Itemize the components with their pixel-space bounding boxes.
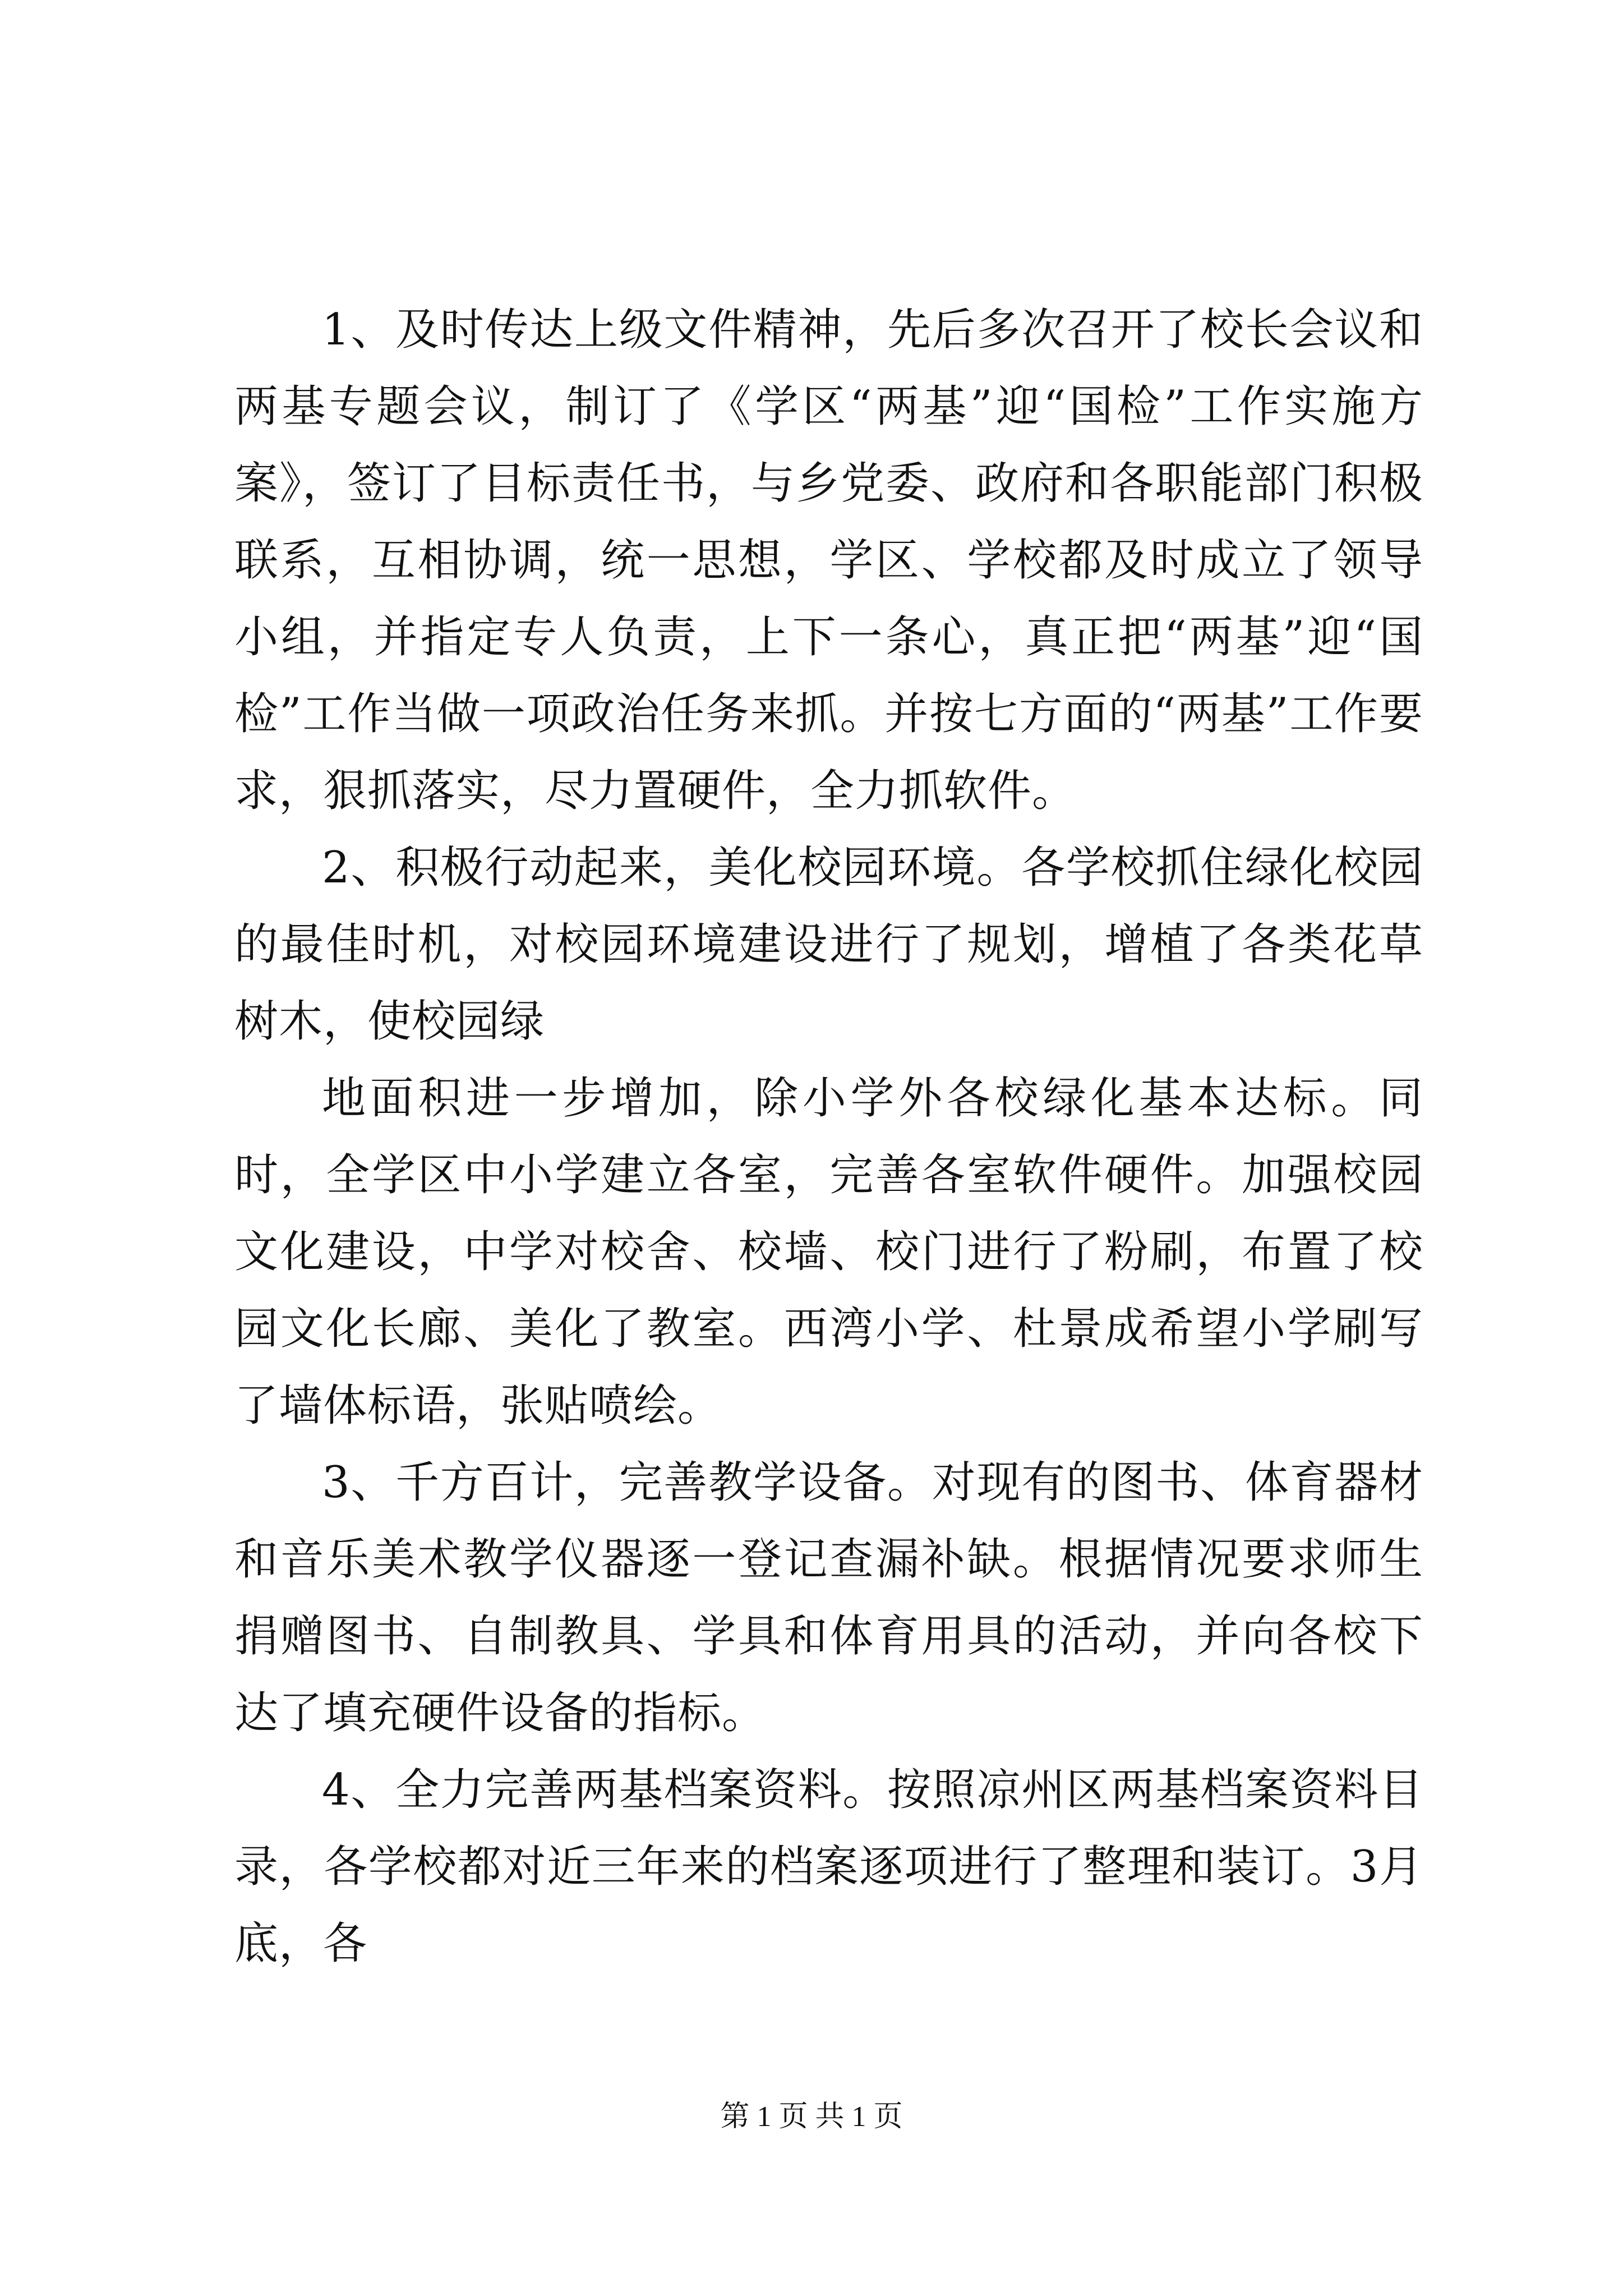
paragraph-5: 4、全力完善两基档案资料。按照凉州区两基档案资料目录，各学校都对近三年来的档案逐项进行了整理和装订。3月底，各 [234,1765,1423,1969]
page-footer: 第 1 页 共 1 页 [720,2101,903,2133]
document-body [234,292,1423,1982]
paragraph-1: 1、及时传达上级文件精神，先后多次召开了校长会议和两基专题会议，制订了《学区“两基”迎“国检”工作实施方案》，签订了目标责任书，与乡党委、政府和各职能部门积极联系，互相协调，统一思想，学区、学校都及时成立了领导小组，并指定专人负责，上下一条心，真正把“两基”迎“国检”工作当做一项政治任务来抓。并按七方面的“两基”工作要求，狠抓落实，尽力置硬件，全力抓软件。 [234,305,1423,816]
paragraph-4: 3、千方百计，完善教学设备。对现有的图书、体育器材和音乐美术教学仪器逐一登记查漏补缺。根据情况要求师生捐赠图书、自制教具、学具和体育用具的活动，并向各校下达了填充硬件设备的指标。 [234,1457,1423,1738]
paragraph-2: 2、积极行动起来，美化校园环境。各学校抓住绿化校园的最佳时机，对校园环境建设进行了规划，增植了各类花草树木，使校园绿 [234,843,1423,1047]
paragraph-3: 地面积进一步增加，除小学外各校绿化基本达标。同时，全学区中小学建立各室，完善各室软件硬件。加强校园文化建设，中学对校舍、校墙、校门进行了粉刷，布置了校园文化长廊、美化了教室。西湾小学、杜景成希望小学刷写了墙体标语，张贴喷绘。 [234,1073,1423,1431]
